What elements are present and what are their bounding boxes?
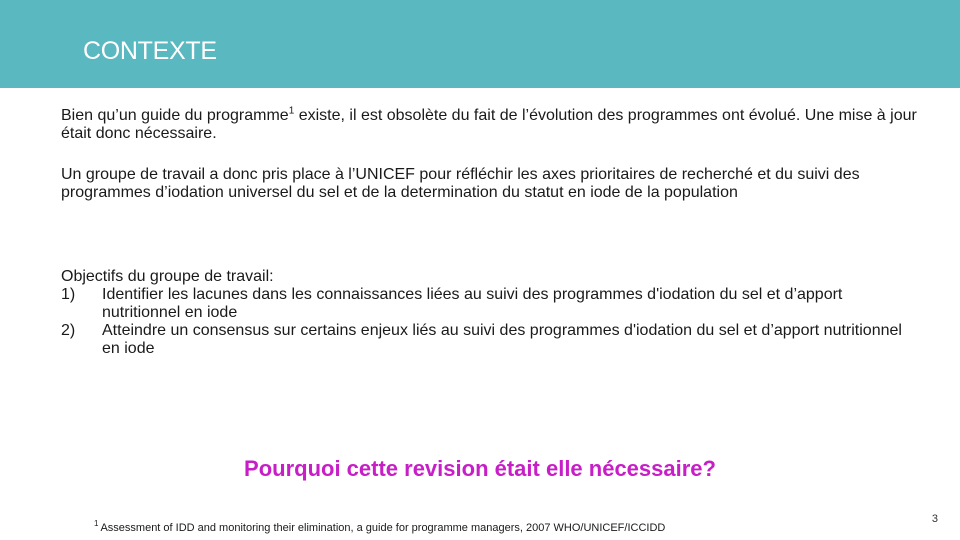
key-question: Pourquoi cette revision était elle nécessaire? <box>244 456 716 481</box>
objective-number: 2) <box>61 322 76 339</box>
slide-title: CONTEXTE <box>83 37 217 65</box>
footnote <box>94 519 666 534</box>
objective-text: Atteindre un consensus sur certains enjeux liés au suivi des programmes d'iodation du sel et d’apport nutritionnel en iode <box>102 322 902 357</box>
paragraph-intro-text: Bien qu’un guide du programme <box>61 107 289 124</box>
page-number: 3 <box>931 513 938 525</box>
paragraph-intro-text-cont: existe, il est obsolète du fait de l’évolution des programmes ont évolué. Une mise à jour était donc nécessaire. <box>61 107 917 142</box>
footnote-text: Assessment of IDD and monitoring their elimination, a guide for programme managers, 2007 WHO/UNICEF/ICCIDD <box>100 522 666 534</box>
footnote-mark: 1 <box>94 519 99 529</box>
objective-item <box>61 322 921 358</box>
footnote-reference: 1 <box>288 105 295 117</box>
objective-text: Identifier les lacunes dans les connaissances liées au suivi des programmes d'iodation du sel et d’apport nutritionnel en iode <box>102 286 843 321</box>
paragraph-intro <box>61 107 921 143</box>
objective-number: 1) <box>61 286 76 303</box>
objectives-block <box>61 268 921 358</box>
objective-item <box>61 286 921 322</box>
paragraph-working-group: Un groupe de travail a donc pris place à l’UNICEF pour réfléchir les axes prioritaires de recherché et du suivi des programmes d’iodation universel du sel et de la determination du statut en iode de la population <box>61 166 860 201</box>
objectives-heading: Objectifs du groupe de travail: <box>61 268 274 285</box>
